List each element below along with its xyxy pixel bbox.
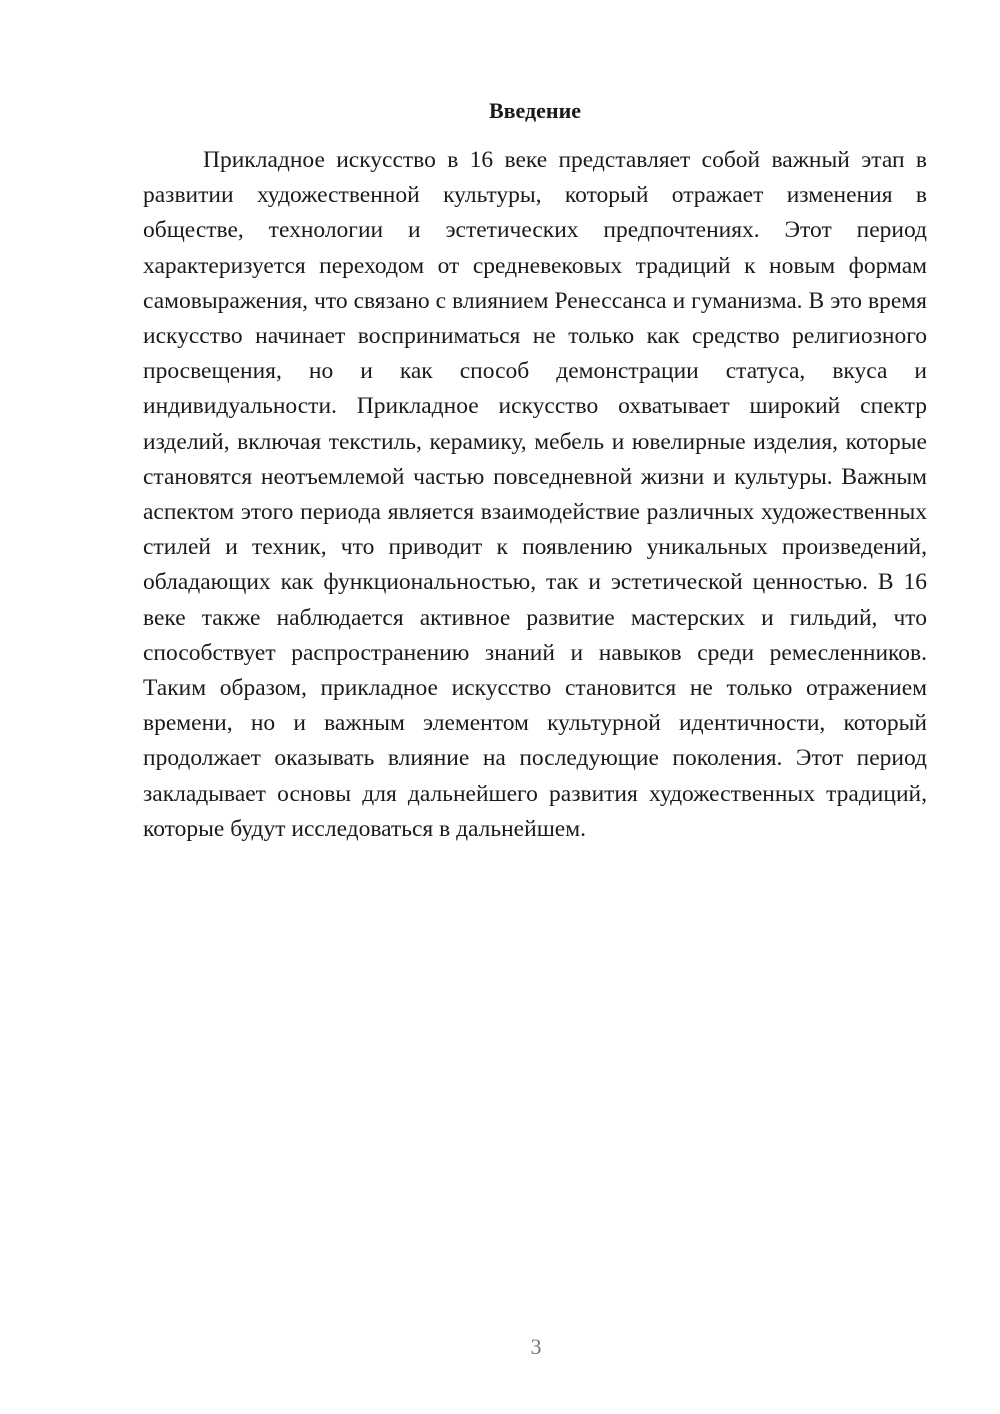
body-paragraph: Прикладное искусство в 16 веке представляет собой важный этап в развитии художественной культуры, который отражает изменения в обществе, технологии и эстетических предпочтениях. Этот период характеризуется переходом от средневековых традиций к новым формам самовыражения, что связано с влиянием Ренессанса и гуманизма. В это время искусство начинает восприниматься не только как средство религиозного просвещения, но и как способ демонстрации статуса, вкуса и индивидуальности. Прикладное искусство охватывает широкий спектр изделий, включая текстиль, керамику, мебель и ювелирные изделия, которые становятся неотъемлемой частью повседневной жизни и культуры. Важным аспектом этого периода является взаимодействие различных художественных стилей и техник, что приводит к появлению уникальных произведений, обладающих как функциональностью, так и эстетической ценностью. В 16 веке также наблюдается активное развитие мастерских и гильдий, что способствует распространению знаний и навыков среди ремесленников. Таким образом, прикладное искусство становится не только отражением времени, но и важным элементом культурной идентичности, который продолжает оказывать влияние на последующие поколения. Этот период закладывает основы для дальнейшего развития художественных традиций, которые будут исследоваться в дальнейшем. (143, 147, 927, 842)
section-heading: Введение (488, 98, 582, 123)
page-number: 3 (530, 1334, 542, 1359)
